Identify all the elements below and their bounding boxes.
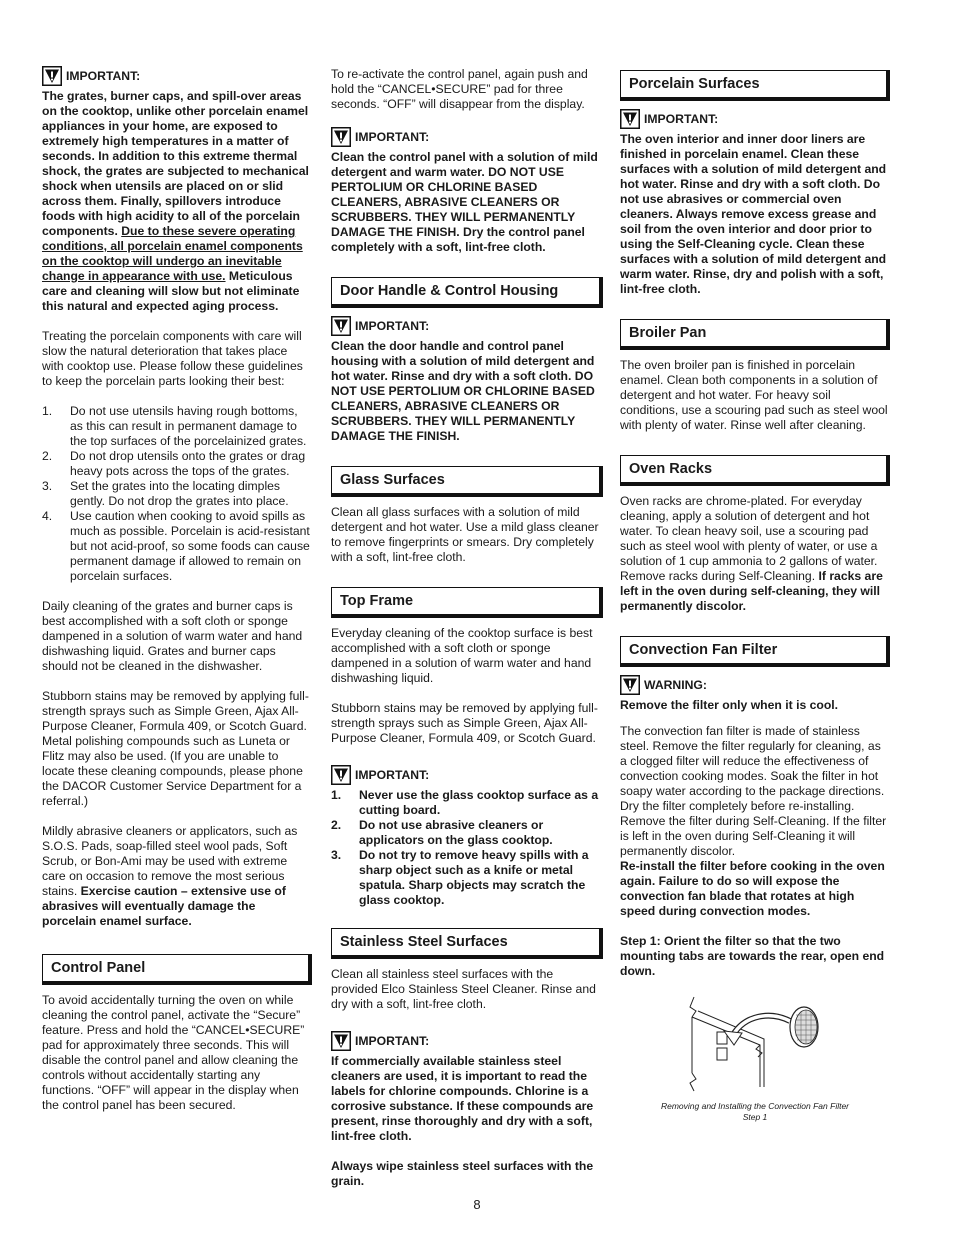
warning-icon [331, 127, 351, 147]
porcelain-surfaces-heading: Porcelain Surfaces [620, 70, 890, 101]
warning-icon [620, 109, 640, 129]
list-item: 2. Do not drop utensils onto the grates or drag heavy pots across the tops of the grates. [42, 449, 306, 478]
door-handle-heading: Door Handle & Control Housing [331, 277, 603, 308]
page-number: 8 [473, 1197, 481, 1212]
top-frame-stubborn-text: Stubborn stains may be removed by applying full-strength sprays such as Simple Green, Ajax All-Purpose Cleaner, Formula 409, or Scotch Guard. [331, 701, 598, 745]
always-wipe-text: Always wipe stainless steel surfaces with the grain. [331, 1159, 594, 1188]
important-notice-heading: IMPORTANT: [331, 765, 603, 785]
figure-caption: Removing and Installing the Convection Fan Filter Step 1 [660, 1101, 850, 1122]
stubborn-stains-text: Stubborn stains may be removed by applying full-strength sprays such as Simple Green, Ajax All-Purpose Cleaner, Formula 409, or Scotch Guard. Metal polishing compounds such as Luneta or Flitz may also be used. (If you are unable to locate these cleaning compounds, please phone the DACOR Customer Service Department for a referral.) [42, 689, 309, 808]
broiler-pan-heading: Broiler Pan [620, 319, 890, 350]
list-item: 1. Do not use utensils having rough bottoms, as this can result in permanent damage to the top surfaces of the porcelainized grates. [42, 404, 307, 448]
glass-surfaces-heading: Glass Surfaces [331, 466, 603, 497]
treating-intro: Treating the porcelain components with care will slow the natural deterioration that takes place with cooktop use. Please follow these guidelines to keep the porcelain parts looking their best: [42, 329, 303, 388]
fan-filter-figure [620, 987, 890, 1123]
important-notice-heading: IMPORTANT: [620, 109, 890, 129]
oven-racks-text: Oven racks are chrome-plated. For everyday cleaning, apply a solution of detergent and hot water. To clean heavy soil, use a scouring pad such as steel wool with plenty of water, or use a solution of 1 cup ammonia to 2 gallons of water. Remove racks during Self-Cleaning. If racks are left in the oven during self-cleaning, they will permanently discolor. [620, 494, 883, 613]
important-notice-heading: IMPORTANT: [331, 1031, 603, 1051]
column-left [42, 66, 312, 1128]
stainless-steel-text: Clean all stainless steel surfaces with the provided Elco Stainless Steel Cleaner. Rinse and dry with a soft, lint-free cloth. [331, 967, 596, 1011]
glass-cooktop-list [331, 788, 603, 908]
porcelain-important-text: The oven interior and inner door liners are finished in porcelain enamel. Clean these surfaces with a solution of mild detergent and hot water. Rinse and dry with a soft cloth. Do not use abrasives or commercial oven cleaners. Always remove excess grease and soil from the oven interior and door prior to using the Self-Cleaning cycle. Clean these surfaces with a solution of mild detergent and warm water. Rinse, dry and polish with a soft, lint-free cloth. [620, 132, 887, 296]
warning-notice-heading: WARNING: [620, 675, 890, 695]
list-item: 4. Use caution when cooking to avoid spills as much as possible. Porcelain is acid-resistant but not acid-proof, so some foods can cause permanent damage if allowed to remain on porcelain surfaces. [42, 509, 310, 583]
list-item: 3. Do not try to remove heavy spills with a sharp object such as a knife or metal spatula. Sharp objects may scratch the glass cooktop. [331, 848, 589, 907]
list-item: 3. Set the grates into the locating dimples gently. Do not drop the grates into place. [42, 479, 289, 508]
glass-surfaces-text: Clean all glass surfaces with a solution of mild detergent and hot water. Use a mild glass cleaner to remove fingerprints or smears. Dry completely with a soft, lint-free cloth. [331, 505, 599, 564]
warning-icon [331, 1031, 351, 1051]
list-item: 1. Never use the glass cooktop surface as a cutting board. [331, 788, 599, 817]
mild-abrasive-text: Mildly abrasive cleaners or applicators, such as S.O.S. Pads, soap-filled steel wool pads, Soft Scrub, or Bon-Ami may be used with extreme care on occasion to remove the most serious stains. Exercise caution – extensive use of abrasives will eventually damage the porcelain enamel surface. [42, 824, 298, 928]
step1-text: Step 1: Orient the filter so that the two mounting tabs are towards the rear, open end down. [620, 934, 885, 978]
stainless-important-text: If commercially available stainless steel cleaners are used, it is important to read the labels for chlorine compounds. Chlorine is a corrosive substance. If these compounds are present, rinse thoroughly and dry with a soft, lint-free cloth. [331, 1054, 594, 1143]
warning-icon [331, 765, 351, 785]
important-underlined-text: Due to these severe operating conditions, all porcelain enamel components on the cooktop will undergo an inevitable change in appearance with use. [42, 224, 303, 283]
warning-icon [331, 316, 351, 336]
important-notice-text: The grates, burner caps, and spill-over areas on the cooktop, unlike other porcelain enamel appliances in your home, are exposed to extremely high temperatures in a matter of seconds. In addition to this extreme thermal shock, the grates are subjected to mechanical shock when utensils are placed on or slid across them. Finally, spillovers introduce foods with high acidity to all of the porcelain components. Due to these severe operating conditions, all porcelain enamel components on the cooktop will undergo an inevitable change in appearance with use. Meticulous care and cleaning will slow but not eliminate this natural and expected aging process. [42, 89, 309, 313]
list-item: 2. Do not use abrasive cleaners or applicators on the glass cooktop. [331, 818, 553, 847]
important-notice-heading: IMPORTANT: [331, 316, 603, 336]
broiler-pan-text: The oven broiler pan is finished in porcelain enamel. Clean both components in a solution of detergent and hot water. For heavy soil conditions, use a scouring pad such as steel wool with plenty of water. Rinse well after cleaning. [620, 358, 888, 432]
important-notice-heading: IMPORTANT: [331, 127, 603, 147]
fan-filter-text: The convection fan filter is made of stainless steel. Remove the filter regularly for cleaning, as a clogged filter will reduce the effectiveness of convection cooking modes. Soak the filter in hot soapy water according to the package directions. Dry the filter completely before re-installing. Remove the filter during Self-Cleaning. If the filter is left in the oven during Self-Cleaning it will permanently discolor. Re-install the filter before cooking in the oven again. Failure to do so will expose the convection fan blade that rotates at high speed during convection modes. [620, 724, 887, 918]
porcelain-guidelines-list [42, 404, 312, 584]
control-panel-heading: Control Panel [42, 954, 312, 985]
important-label: IMPORTANT: [66, 68, 141, 83]
warning-text: Remove the filter only when it is cool. [620, 698, 839, 712]
column-middle [331, 67, 603, 1204]
important-notice-heading [42, 66, 312, 86]
oven-racks-heading: Oven Racks [620, 455, 890, 486]
warning-icon [620, 675, 640, 695]
column-right [620, 70, 890, 1123]
stainless-steel-heading: Stainless Steel Surfaces [331, 928, 603, 959]
reactivate-text: To re-activate the control panel, again push and hold the “CANCEL•SECURE” pad for three seconds. “OFF” will disappear from the display. [331, 67, 588, 111]
daily-cleaning-text: Daily cleaning of the grates and burner caps is best accomplished with a soft cloth or sponge dampened in a solution of warm water and hand dishwashing liquid. Grates and burner caps should not be cleaned in the dishwasher. [42, 599, 303, 673]
warning-icon [42, 66, 62, 86]
control-panel-important-text: Clean the control panel with a solution of mild detergent and warm water. DO NOT USE PERTOLIUM OR CHLORINE BASED CLEANERS, ABRASIVE CLEANERS OR SCRUBBERS. THEY WILL PERMANENTLY DAMAGE THE FINISH. Dry the control panel completely with a soft, lint-free cloth. [331, 150, 598, 254]
top-frame-text: Everyday cleaning of the cooktop surface is best accomplished with a soft cloth or sponge dampened in a solution of warm water and hand dishwashing liquid. [331, 626, 593, 685]
control-panel-text: To avoid accidentally turning the oven on while cleaning the control panel, activate the “Secure” feature. Press and hold the “CANCEL•SECURE” pad for approximately three seconds. This will disable the control panel and allow cleaning the controls without accidentally starting any functions. “OFF” will appear in the display when the control panel has been secured. [42, 993, 305, 1112]
convection-fan-filter-heading: Convection Fan Filter [620, 636, 890, 667]
door-handle-important-text: Clean the door handle and control panel housing with a solution of mild detergent and hot water. Rinse and dry with a soft cloth. DO NOT USE PERTOLIUM OR CHLORINE BASED CLEANERS, ABRASIVE CLEANERS OR SCRUBBERS. THEY WILL PERMANENTLY DAMAGE THE FINISH. [331, 339, 595, 443]
top-frame-heading: Top Frame [331, 587, 603, 618]
fan-filter-illustration [620, 987, 890, 1097]
